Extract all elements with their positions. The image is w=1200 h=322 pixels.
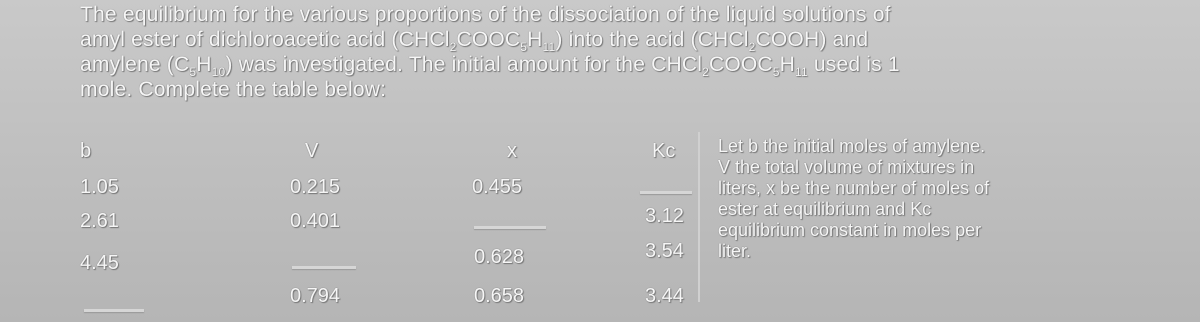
- problem-line-2: amyl ester of dichloroacetic acid $(CHCl_2COOC_5H_{11})$ into the acid (CHCl$_2$COOH) and: [80, 28, 869, 55]
- cell-x-row1: 0.455: [472, 176, 523, 198]
- note-line-6: liter.: [718, 241, 752, 261]
- cell-b-row1: 1.05: [80, 176, 119, 198]
- cell-kc-row4: 3.44: [645, 285, 684, 307]
- problem-line-4: mole. Complete the table below:: [80, 78, 387, 101]
- cell-x-row4: 0.658: [474, 285, 525, 307]
- note-line-1: Let b the initial moles of amylene.: [718, 136, 986, 156]
- cell-v-row2: 0.401: [290, 210, 341, 232]
- blank-kc-row1[interactable]: [640, 191, 692, 194]
- problem-line-3: amylene $(C_5H_{10})$ was investigated. The initial amount for the $CHCl_2COOC_5H_{11}$ used is 1: [80, 53, 900, 80]
- definitions-note: [718, 136, 1096, 262]
- blank-b-row4[interactable]: [84, 309, 144, 312]
- cell-b-row3: 4.45: [80, 252, 119, 274]
- note-line-5: equilibrium constant in moles per: [718, 220, 982, 240]
- header-x: x: [507, 140, 517, 162]
- cell-b-row2: 2.61: [80, 210, 119, 232]
- blank-v-row3[interactable]: [292, 266, 356, 269]
- cell-kc-row2: 3.12: [645, 205, 684, 227]
- header-v: V: [305, 140, 319, 162]
- problem-line-1: The equilibrium for the various proportions of the dissociation of the liquid solutions of: [80, 3, 891, 26]
- cell-v-row4: 0.794: [290, 285, 341, 307]
- cell-v-row1: 0.215: [290, 176, 341, 198]
- note-line-2: V the total volume of mixtures in: [718, 157, 975, 177]
- header-b: b: [80, 140, 92, 162]
- note-line-4: ester at equilibrium and Kc: [718, 199, 932, 219]
- column-divider: [698, 132, 700, 302]
- cell-x-row3: 0.628: [474, 246, 525, 268]
- cell-kc-row3: 3.54: [645, 240, 684, 262]
- blank-x-row2[interactable]: [474, 226, 546, 229]
- note-line-3: liters, x be the number of moles of: [718, 178, 990, 198]
- problem-statement: [80, 2, 1100, 102]
- header-kc: Kc: [652, 140, 676, 162]
